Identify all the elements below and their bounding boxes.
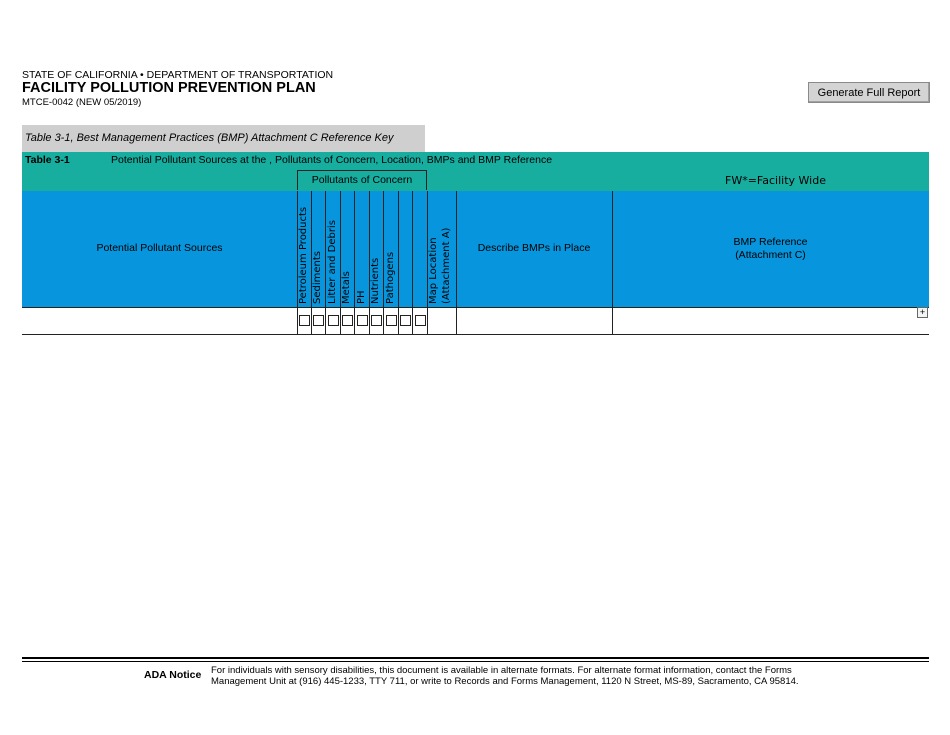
checkbox-sediments[interactable]	[313, 315, 324, 326]
reference-key-banner: Table 3-1, Best Management Practices (BMP) Attachment C Reference Key	[22, 125, 425, 152]
col-header-petroleum: Petroleum Products	[298, 206, 309, 304]
col-header-attachment-a: (Attachment A)	[441, 227, 452, 304]
add-row-button[interactable]: +	[917, 307, 928, 318]
footer-divider-thin	[22, 661, 929, 662]
grid-line	[354, 191, 355, 335]
row-top-border	[22, 307, 929, 308]
col-header-bmp-reference: BMP Reference	[733, 236, 808, 248]
col-header-sediments: Sediments	[312, 251, 323, 304]
col-header-map-location: Map Location	[428, 237, 439, 304]
checkbox-ph[interactable]	[357, 315, 368, 326]
ada-notice-line-2: Management Unit at (916) 445-1233, TTY 711, or write to Records and Forms Management, 1120 N Street, MS-89, Sacramento, CA 95814.	[211, 676, 799, 687]
ada-notice-line-1: For individuals with sensory disabilities, this document is available in alternate formats. For alternate format information, contact the Forms	[211, 665, 792, 676]
generate-full-report-button[interactable]: Generate Full Report	[808, 82, 930, 103]
col-header-litter: Litter and Debris	[327, 220, 338, 304]
footer-divider	[22, 657, 929, 659]
row-bottom-border	[22, 334, 929, 335]
pollutants-of-concern-header: Pollutants of Concern	[297, 170, 427, 190]
col-header-bmps: Describe BMPs in Place	[477, 242, 591, 254]
checkbox-nutrients[interactable]	[371, 315, 382, 326]
table-description: Potential Pollutant Sources at the , Pollutants of Concern, Location, BMPs and BMP Reference	[111, 154, 553, 166]
checkbox-pathogens[interactable]	[386, 315, 397, 326]
grid-line	[383, 191, 384, 335]
grid-line	[340, 191, 341, 335]
grid-line	[456, 191, 457, 335]
grid-line	[412, 191, 413, 335]
col-header-sources: Potential Pollutant Sources	[96, 242, 223, 254]
form-title: FACILITY POLLUTION PREVENTION PLAN	[22, 80, 316, 96]
ada-notice-text	[211, 665, 831, 687]
checkbox-extra-2[interactable]	[415, 315, 426, 326]
col-header-metals: Metals	[341, 271, 352, 304]
grid-line	[612, 191, 613, 335]
grid-line	[398, 191, 399, 335]
grid-line	[325, 191, 326, 335]
agency-line: STATE OF CALIFORNIA • DEPARTMENT OF TRANSPORTATION	[22, 69, 334, 81]
checkbox-metals[interactable]	[342, 315, 353, 326]
checkbox-extra-1[interactable]	[400, 315, 411, 326]
form-number: MTCE-0042 (NEW 05/2019)	[22, 97, 142, 108]
col-header-nutrients: Nutrients	[370, 257, 381, 304]
checkbox-petroleum[interactable]	[299, 315, 310, 326]
col-header-pathogens: Pathogens	[385, 251, 396, 304]
col-header-attachment-c: (Attachment C)	[735, 249, 806, 261]
ada-notice-label: ADA Notice	[144, 669, 202, 681]
checkbox-litter[interactable]	[328, 315, 339, 326]
col-header-ph: PH	[356, 290, 367, 304]
facility-wide-note: FW*=Facility Wide	[725, 174, 826, 187]
table-label: Table 3-1	[25, 154, 70, 166]
